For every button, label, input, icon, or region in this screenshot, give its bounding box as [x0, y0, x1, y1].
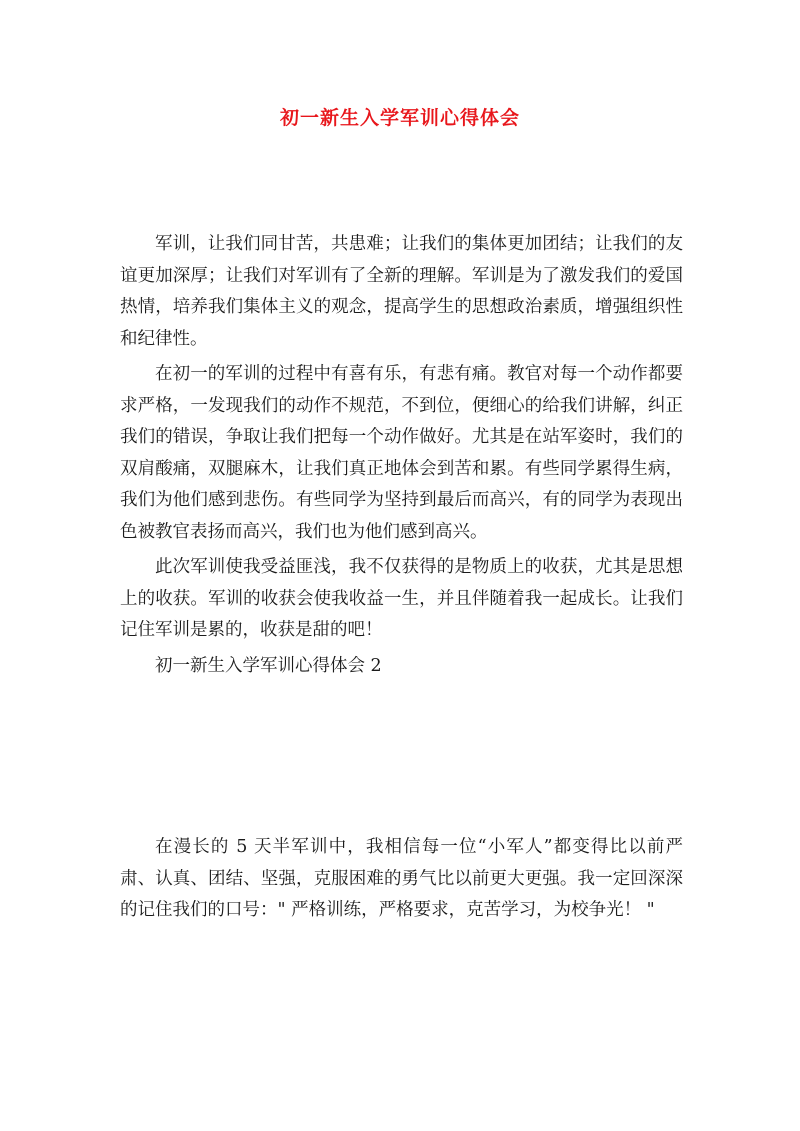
paragraph-1: 军训，让我们同甘苦，共患难；让我们的集体更加团结；让我们的友谊更加深厚；让我们对军训有了全新的理解。军训是为了激发我们的爱国热情，培养我们集体主义的观念，提高学生的思想政治素质，增强组织性和纪律性。 — [120, 234, 683, 349]
paragraph-4: 在漫长的 5 天半军训中，我相信每一位“小军人”都变得比以前严肃、认真、团结、坚强，克服困难的勇气比以前更大更强。我一定回深深的记住我们的口号：" 严格训练，严格要求，克苦学习，为校争光！ " — [120, 837, 683, 920]
section-heading-2: 初一新生入学军训心得体会 2 — [155, 655, 382, 676]
paragraph-2: 在初一的军训的过程中有喜有乐，有悲有痛。教官对每一个动作都要求严格，一发现我们的动作不规范，不到位，便细心的给我们讲解，纠正我们的错误，争取让我们把每一个动作做好。尤其是在站军姿时，我们的双肩酸痛，双腿麻木，让我们真正地体会到苦和累。有些同学累得生病，我们为他们感到悲伤。有些同学为坚持到最后而高兴，有的同学为表现出色被教官表扬而高兴，我们也为他们感到高兴。 — [120, 364, 683, 542]
document-title: 初一新生入学军训心得体会 — [279, 107, 520, 129]
document-body-part-1 — [120, 229, 683, 682]
paragraph-3: 此次军训使我受益匪浅，我不仅获得的是物质上的收获，尤其是思想上的收获。军训的收获会使我收益一生，并且伴随着我一起成长。让我们记住军训是累的，收获是甜的吧！ — [120, 557, 683, 640]
document-body-part-2 — [120, 832, 683, 927]
